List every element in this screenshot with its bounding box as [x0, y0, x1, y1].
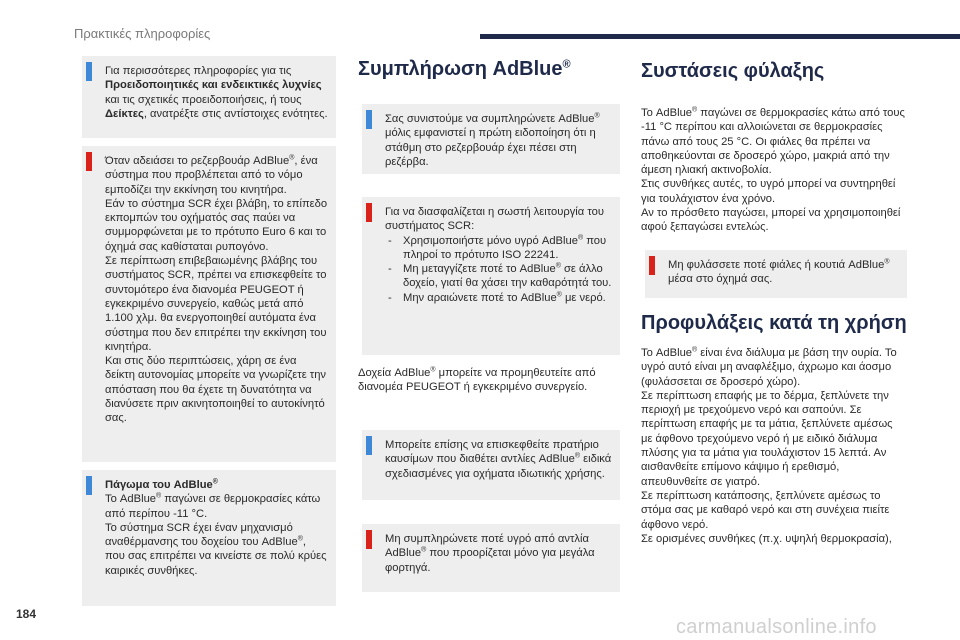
heading-precautions: Προφυλάξεις κατά τη χρήση — [641, 312, 907, 334]
list-item: - Μη μεταγγίζετε ποτέ το AdBlue® σε άλλο δοχείο, γιατί θα χάσει την καθαρότητά του. — [385, 262, 612, 291]
info-icon — [86, 62, 92, 81]
warning-icon — [649, 256, 655, 275]
heading-storage: Συστάσεις φύλαξης — [641, 60, 825, 82]
info-box-refill-advice: Σας συνιστούμε να συμπληρώνετε AdBlue® μόλις εμφανιστεί η πρώτη ειδοποίηση ότι η στάθμη στο ρεζερβουάρ έχει πέσει στη ρεζέρβα. — [362, 104, 620, 174]
heading-adblue-refill: Συμπλήρωση AdBlue® — [358, 58, 571, 80]
warning-box-scr-system: Όταν αδειάσει το ρεζερβουάρ AdBlue®, ένα σύστημα που προβλέπεται από το νόμο εμποδίζει την εκκίνηση του κινητήρα. Εάν το σύστημα SCR έχει βλάβη, το επίπεδο εκπομπών του οχήματός σας παύει να συμμορφώνεται με το πρότυπο Euro 6 και το όχημά σας καθίσταται ρυπογόνο. Σε περίπτωση επιβεβαιωμένης βλάβης του συστήματος SCR, πρέπει να επισκεφθείτε το συντομότερο ένα διανομέα PEUGEOT ή εγκεκριμένο συνεργείο, καθώς μετά από 1.100 χλμ. θα ενεργοποιηθεί αυτόματα ένα σύστημα που δεν επιτρέπει την εκκίνηση του κινητήρα. Και στις δύο περιπτώσεις, χάρη σε ένα δείκτη αυτονομίας μπορείτε να γνωρίζετε την απόσταση που θα έχετε τη δυνατότητα να διανύσετε πριν ακινητοποιηθεί το αυτοκίνητό σας. — [82, 146, 336, 462]
warning-icon — [366, 203, 372, 222]
list-item: - Χρησιμοποιήστε μόνο υγρό AdBlue® που πληροί το πρότυπο ISO 22241. — [385, 234, 612, 263]
warning-box-storage: Μη φυλάσσετε ποτέ φιάλες ή κουτιά AdBlue® μέσα στο όχημά σας. — [645, 250, 907, 298]
adblue-containers-paragraph: Δοχεία AdBlue® μπορείτε να προμηθευτείτε από διανομέα PEUGEOT ή εγκεκριμένο συνεργείο. — [358, 366, 596, 394]
warning-icon — [366, 530, 372, 549]
scr-fault-paragraph: Εάν το σύστημα SCR έχει βλάβη, το επίπεδο εκπομπών του οχήματός σας παύει να συμμορφώνεται με το πρότυπο Euro 6 και το όχημά σας καθίσταται ρυπογόνο. — [105, 197, 328, 253]
warning-box-truck-pump: Μη συμπληρώνετε ποτέ υγρό από αντλία AdBlue® που προορίζεται μόνο για μεγάλα φορτηγά. — [362, 524, 620, 592]
precautions-paragraph: Το AdBlue® είναι ένα διάλυμα με βάση την ουρία. Το υγρό αυτό είναι μη αναφλέξιμο, άχρωμο και άοσμο (φυλάσσεται σε δροσερό χώρο). Σε περίπτωση επαφής με το δέρμα, ξεπλύνετε την περιοχή με τρεχούμενο νερό και σαπούνι. Σε περίπτωση επαφής με τα μάτια, ξεπλύνετε αμέσως με άφθονο τρεχούμενο νερό ή με ειδικό διάλυμα πλύσης για τα μάτια για τουλάχιστον 15 λεπτά. Αν αισθανθείτε επίμονο κάψιμο ή ερεθισμό, απευθυνθείτε σε γιατρό. Σε περίπτωση κατάποσης, ξεπλύνετε αμέσως το στόμα σας με καθαρό νερό και στη συνέχεια πιείτε άφθονο νερό. Σε ορισμένες συνθήκες (π.χ. υψηλή θερμοκρασία), — [641, 346, 897, 545]
watermark: carmanualsonline.info — [676, 616, 877, 638]
warning-icon — [86, 152, 92, 171]
storage-paragraph: Το AdBlue® παγώνει σε θερμοκρασίες κάτω από τους -11 °C περίπου και αλλοιώνεται σε θερμοκρασίες πάνω από τους 25 °C. Οι φιάλες θα πρέπει να αποθηκεύονται σε δροσερό χώρο, μακριά από την άμεση ηλιακή ακτινοβολία. Στις συνθήκες αυτές, το υγρό μπορεί να συντηρηθεί για τουλάχιστον ένα χρόνο. Αν το πρόσθετο παγώσει, μπορεί να χρησιμοποιηθεί αφού ξεπαγώσει εντελώς. — [641, 106, 905, 234]
list-item: - Μην αραιώνετε ποτέ το AdBlue® με νερό. — [385, 291, 612, 305]
info-box-adblue-freezing: Πάγωμα του AdBlue® Το AdBlue® παγώνει σε θερμοκρασίες κάτω από περίπου -11 °C. Το σύστημα SCR έχει έναν μηχανισμό αναθέρμανσης του δοχείου του AdBlue®, που σας επιτρέπει να κινείστε σε πολύ κρύες καιρικές συνθήκες. — [82, 470, 336, 606]
header-bar — [480, 34, 960, 39]
info-box-warning-lamps: Για περισσότερες πληροφορίες για τις Προειδοποιητικές και ενδεικτικές λυχνίες και τις σχετικές προειδοποιήσεις, ή τους Δείκτες, ανατρέξτε στις αντίστοιχες ενότητες. — [82, 56, 336, 138]
freezing-title: Πάγωμα του AdBlue — [105, 479, 213, 491]
bold-indicators: Δείκτες — [105, 107, 144, 120]
warning-box-scr-operation: Για να διασφαλίζεται η σωστή λειτουργία του συστήματος SCR: - Χρησιμοποιήστε μόνο υγρό AdBlue® που πληροί το πρότυπο ISO 22241. - Μη μεταγγίζετε ποτέ το AdBlue® σε άλλο δοχείο, γιατί θα χάσει την καθαρότητά του. - Μην αραιώνετε ποτέ το AdBlue® με νερό. — [362, 197, 620, 355]
section-header-title: Πρακτικές πληροφορίες — [74, 26, 211, 41]
scr-dealer-paragraph: Σε περίπτωση επιβεβαιωμένης βλάβης του συστήματος SCR, πρέπει να επισκεφθείτε το συντομότερο ένα διανομέα PEUGEOT ή εγκεκριμένο συνεργείο, καθώς μετά από 1.100 χλμ. θα ενεργοποιηθεί αυτόματα ένα σύστημα που δεν επιτρέπει την εκκίνηση του κινητήρα. — [105, 255, 327, 353]
bold-warning-lamps: Προειδοποιητικές και ενδεικτικές λυχνίες — [105, 79, 322, 92]
page-number: 184 — [16, 607, 37, 621]
info-icon — [366, 436, 372, 455]
info-icon — [366, 110, 372, 129]
info-icon — [86, 476, 92, 495]
info-box-fuel-station: Μπορείτε επίσης να επισκεφθείτε πρατήριο καυσίμων που διαθέτει αντλίες AdBlue® ειδικά σχεδιασμένες για οχήματα ιδιωτικής χρήσης. — [362, 430, 620, 500]
range-indicator-paragraph: Και στις δύο περιπτώσεις, χάρη σε ένα δείκτη αυτονομίας μπορείτε να γνωρίζετε την απόσταση που θα έχετε τη δυνατότητα να διανύσετε πριν ακινητοποιηθεί το αυτοκίνητό σας. — [105, 355, 327, 425]
